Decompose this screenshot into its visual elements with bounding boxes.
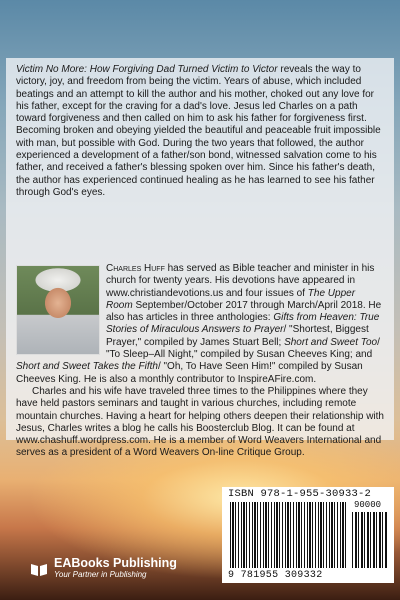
price-code: 90000 [354, 500, 382, 510]
isbn-text: ISBN 978-1-955-30933-2 [228, 488, 372, 500]
bio-paragraph-1 [16, 263, 384, 386]
bio-text: September/October 2017 through March/April 2018. He also has articles in three anthologies: [106, 299, 382, 324]
publisher-name: EABooks Publishing [54, 556, 177, 570]
blurb-text: reveals the way to victory, joy, and freedom from being the victim. Years of abuse, which included beatings and an attempt to kill the author and his mother, choked out any love for his father, except for the craving for a dad's love. Jesus led Charles on a path toward forgiveness and then called on him to ask his father for forgiveness first. Becoming broken and obeying yielded the beautiful and peaceable fruit impossible with man, but possible with God. During the two years that followed, the author experienced a development of a father/son bond, witnessed salvation come to his father, and received a father's blessing spoken over him. Since his father's death, the author has experienced continued healing as he has learned to see his father through God's eyes. [16, 64, 381, 198]
anthology-title: Short and Sweet Takes the Fifth [16, 361, 158, 373]
price-barcode-bars [352, 512, 388, 568]
bio-text: / "Oh, To Have Seen Him!" compiled by Susan Cheeves King. He is also a monthly contributor to InspireAFire.com. [16, 361, 363, 385]
bio-text: / "Shortest, Biggest Prayer," compiled by James Stuart Bell; [106, 324, 369, 348]
anthology-title: Gifts from Heaven: True Stories of Miraculous Answers to Prayer [106, 312, 380, 336]
bio-paragraph-2: Charles and his wife have traveled three times to the Philippines where they have held pastors seminars and taught in various churches, including remote mountain churches. Having a heart for helping others deepen their relationship with Jesus, Charles writes a blog he calls his Boosterclub Blog. It can be found at www.chashuff.wordpress.com. He is a member of Word Weavers International and serves as a president of a Word Weavers On-line Critique Group. [16, 385, 384, 459]
author-name: Charles Huff [106, 263, 165, 274]
barcode-digits: 9 781955 309332 [228, 570, 323, 581]
bio-text: has served as Bible teacher and minister in his church for twenty years. His devotions have appeared in www.christiandevotions.us and four issues of [106, 263, 375, 299]
bio-text: / "To Sleep–All Night," compiled by Susan Cheeves King; and [106, 336, 380, 361]
publisher-tagline: Your Partner in Publishing [54, 570, 147, 579]
book-logo-icon [30, 560, 48, 578]
anthology-title: Short and Sweet Too [284, 336, 378, 348]
book-blurb [16, 64, 384, 199]
publisher-logo [30, 557, 177, 580]
upper-room-title: The Upper Room [106, 287, 356, 311]
barcode-bars [230, 502, 348, 568]
author-bio [16, 263, 384, 460]
book-title: Victim No More: How Forgiving Dad Turned Victim to Victor [16, 64, 278, 75]
